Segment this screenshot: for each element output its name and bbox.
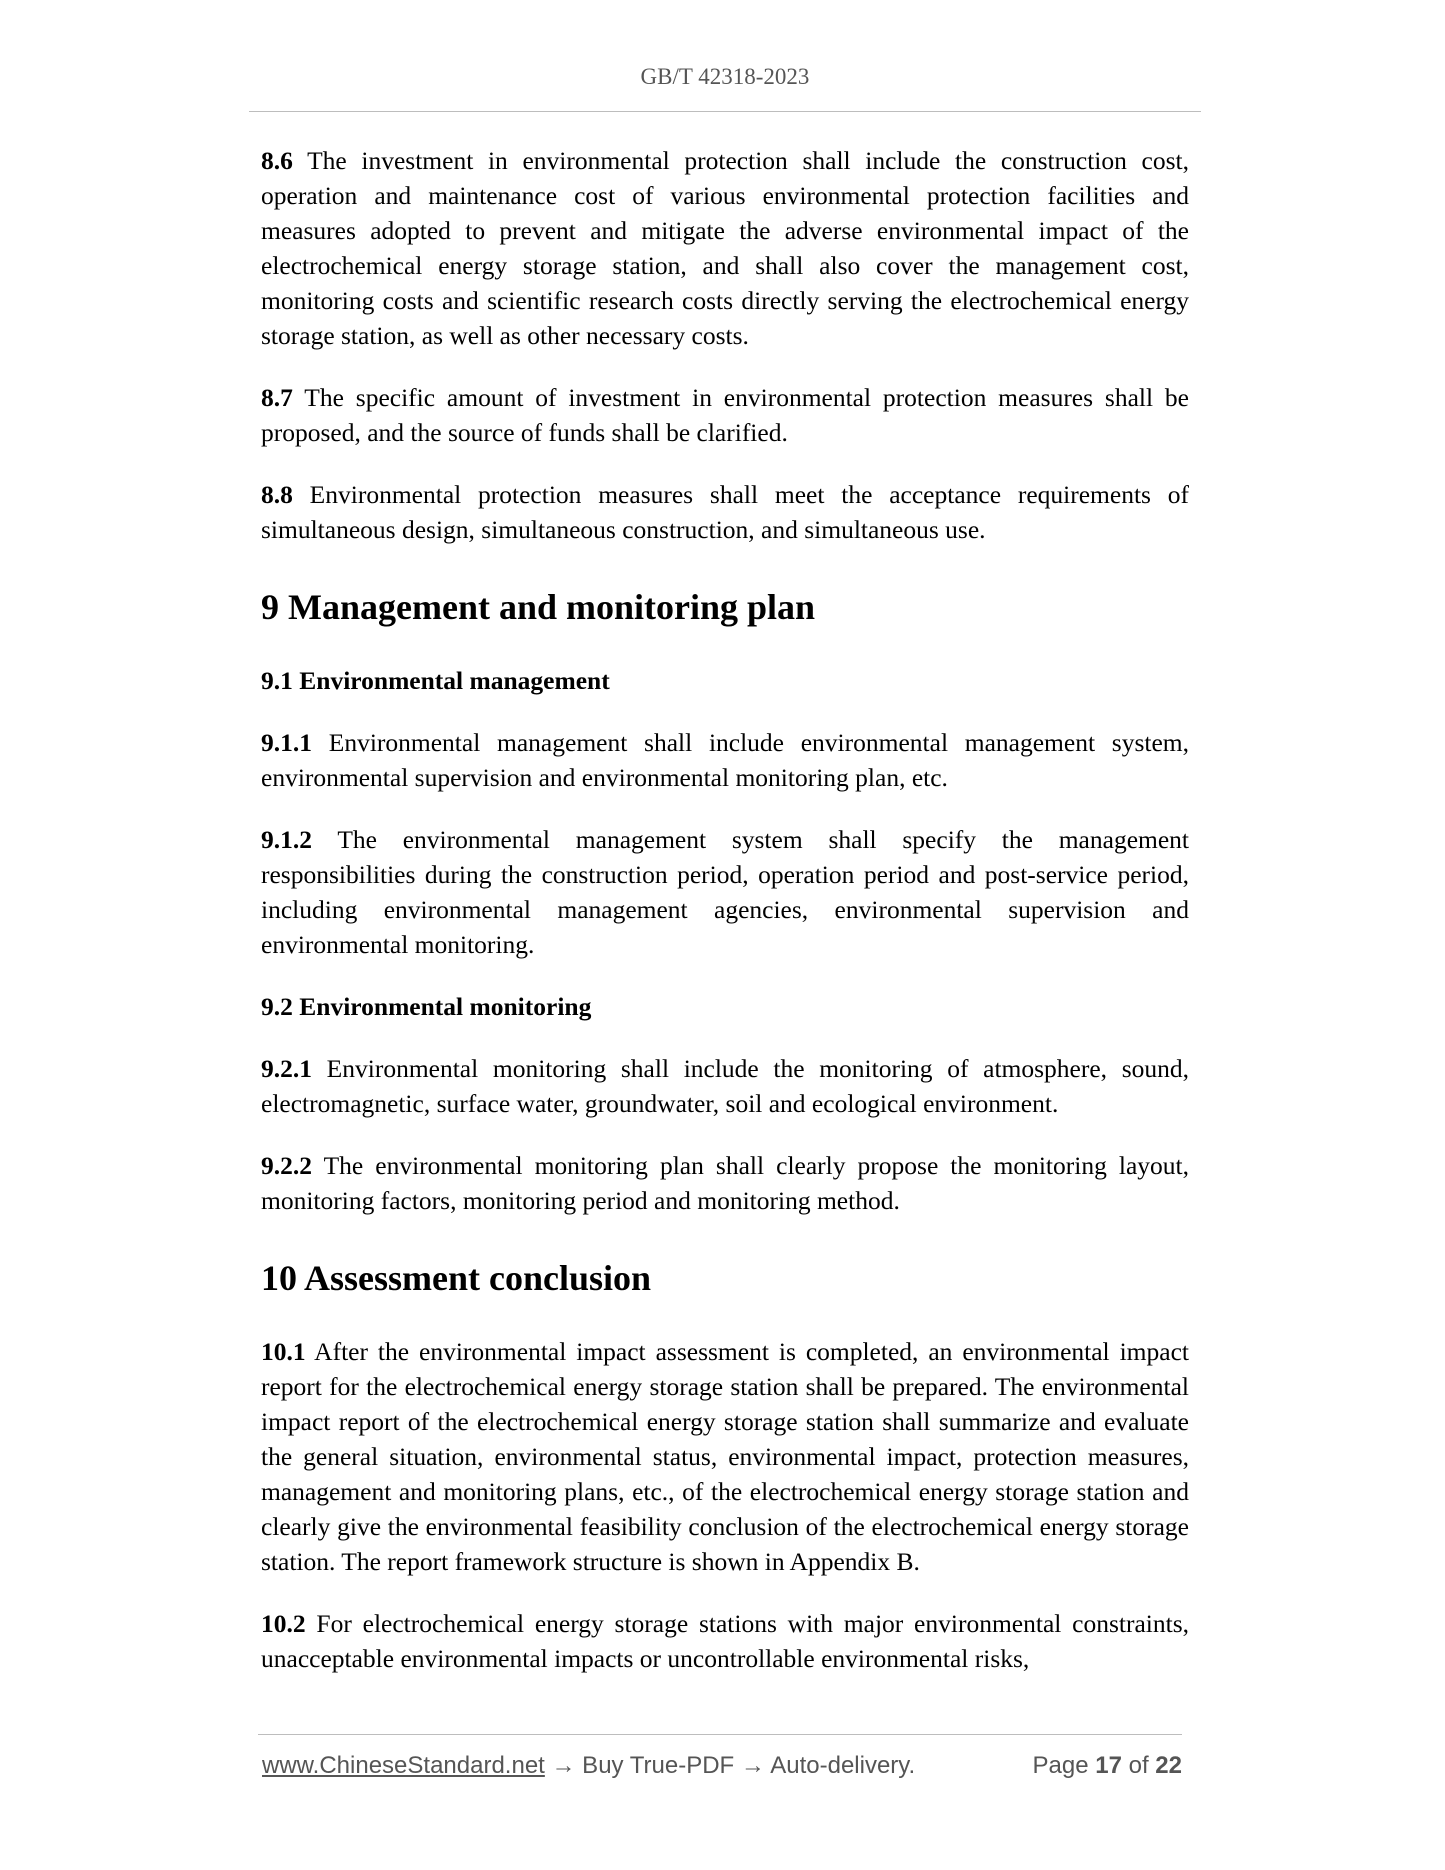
clause-9-2-2 (261, 1148, 1189, 1218)
clause-number: 10.2 (261, 1609, 306, 1638)
total-page-count: 22 (1155, 1752, 1182, 1779)
clause-text: Environmental management shall include environmental management system, environmental supervision and environmental monitoring plan, etc. (261, 728, 1189, 792)
subsection-heading-9-1: 9.1 Environmental management (261, 666, 610, 695)
promo-text: → Buy True-PDF → Auto-delivery. (544, 1752, 916, 1779)
footer-divider (258, 1734, 1182, 1735)
clause-8-7 (261, 380, 1189, 450)
clause-number: 9.2.2 (261, 1151, 312, 1180)
clause-text: Environmental monitoring shall include the monitoring of atmosphere, sound, electromagnetic, surface water, groundwater, soil and ecological environment. (261, 1054, 1189, 1118)
clause-text: The environmental management system shall specify the management responsibilities during the construction period, operation period and post-service period, including environmental management agencies, environmental supervision and environmental monitoring. (261, 825, 1189, 959)
document-header: GB/T 42318-2023 (640, 64, 810, 89)
website-link[interactable]: www.ChineseStandard.net (262, 1752, 545, 1779)
section-heading-9: 9 Management and monitoring plan (261, 587, 816, 627)
clause-text: The environmental monitoring plan shall clearly propose the monitoring layout, monitoring factors, monitoring period and monitoring method. (261, 1151, 1189, 1215)
of-label: of (1121, 1752, 1156, 1779)
clause-text: The investment in environmental protection shall include the construction cost, operation and maintenance cost of various environmental protection facilities and measures adopted to prevent and mitigate the adverse environmental impact of the electrochemical energy storage station, and shall also cover the management cost, monitoring costs and scientific research costs directly serving the electrochemical energy storage station, as well as other necessary costs. (261, 146, 1189, 350)
clause-9-1-2 (261, 822, 1189, 962)
clause-number: 10.1 (261, 1337, 306, 1366)
clause-text: Environmental protection measures shall meet the acceptance requirements of simultaneous design, simultaneous construction, and simultaneous use. (261, 480, 1189, 544)
header-divider (249, 111, 1201, 112)
current-page-number: 17 (1095, 1752, 1122, 1779)
clause-8-6 (261, 143, 1189, 353)
clause-number: 8.7 (261, 383, 293, 412)
page-label: Page (1032, 1752, 1096, 1779)
clause-8-8 (261, 477, 1189, 547)
page-indicator (1033, 1752, 1182, 1780)
page-body (261, 143, 1189, 1703)
clause-number: 8.6 (261, 146, 293, 175)
clause-9-1-1 (261, 725, 1189, 795)
clause-number: 9.1.1 (261, 728, 312, 757)
clause-text: For electrochemical energy storage stations with major environmental constraints, unacceptable environmental impacts or uncontrollable environmental risks, (261, 1609, 1189, 1673)
clause-text: The specific amount of investment in environmental protection measures shall be proposed, and the source of funds shall be clarified. (261, 383, 1189, 447)
footer-promo (262, 1752, 915, 1780)
clause-9-2-1 (261, 1051, 1189, 1121)
section-heading-10: 10 Assessment conclusion (261, 1258, 652, 1298)
clause-number: 9.2.1 (261, 1054, 312, 1083)
clause-text: After the environmental impact assessment is completed, an environmental impact report for the electrochemical energy storage station shall be prepared. The environmental impact report of the electrochemical energy storage station shall summarize and evaluate the general situation, environmental status, environmental impact, protection measures, management and monitoring plans, etc., of the electrochemical energy storage station and clearly give the environmental feasibility conclusion of the electrochemical energy storage station. The report framework structure is shown in Appendix B. (261, 1337, 1189, 1576)
clause-10-2 (261, 1606, 1189, 1676)
clause-number: 9.1.2 (261, 825, 312, 854)
clause-10-1 (261, 1334, 1189, 1579)
clause-number: 8.8 (261, 480, 293, 509)
subsection-heading-9-2: 9.2 Environmental monitoring (261, 992, 592, 1021)
page-footer (262, 1752, 1182, 1780)
